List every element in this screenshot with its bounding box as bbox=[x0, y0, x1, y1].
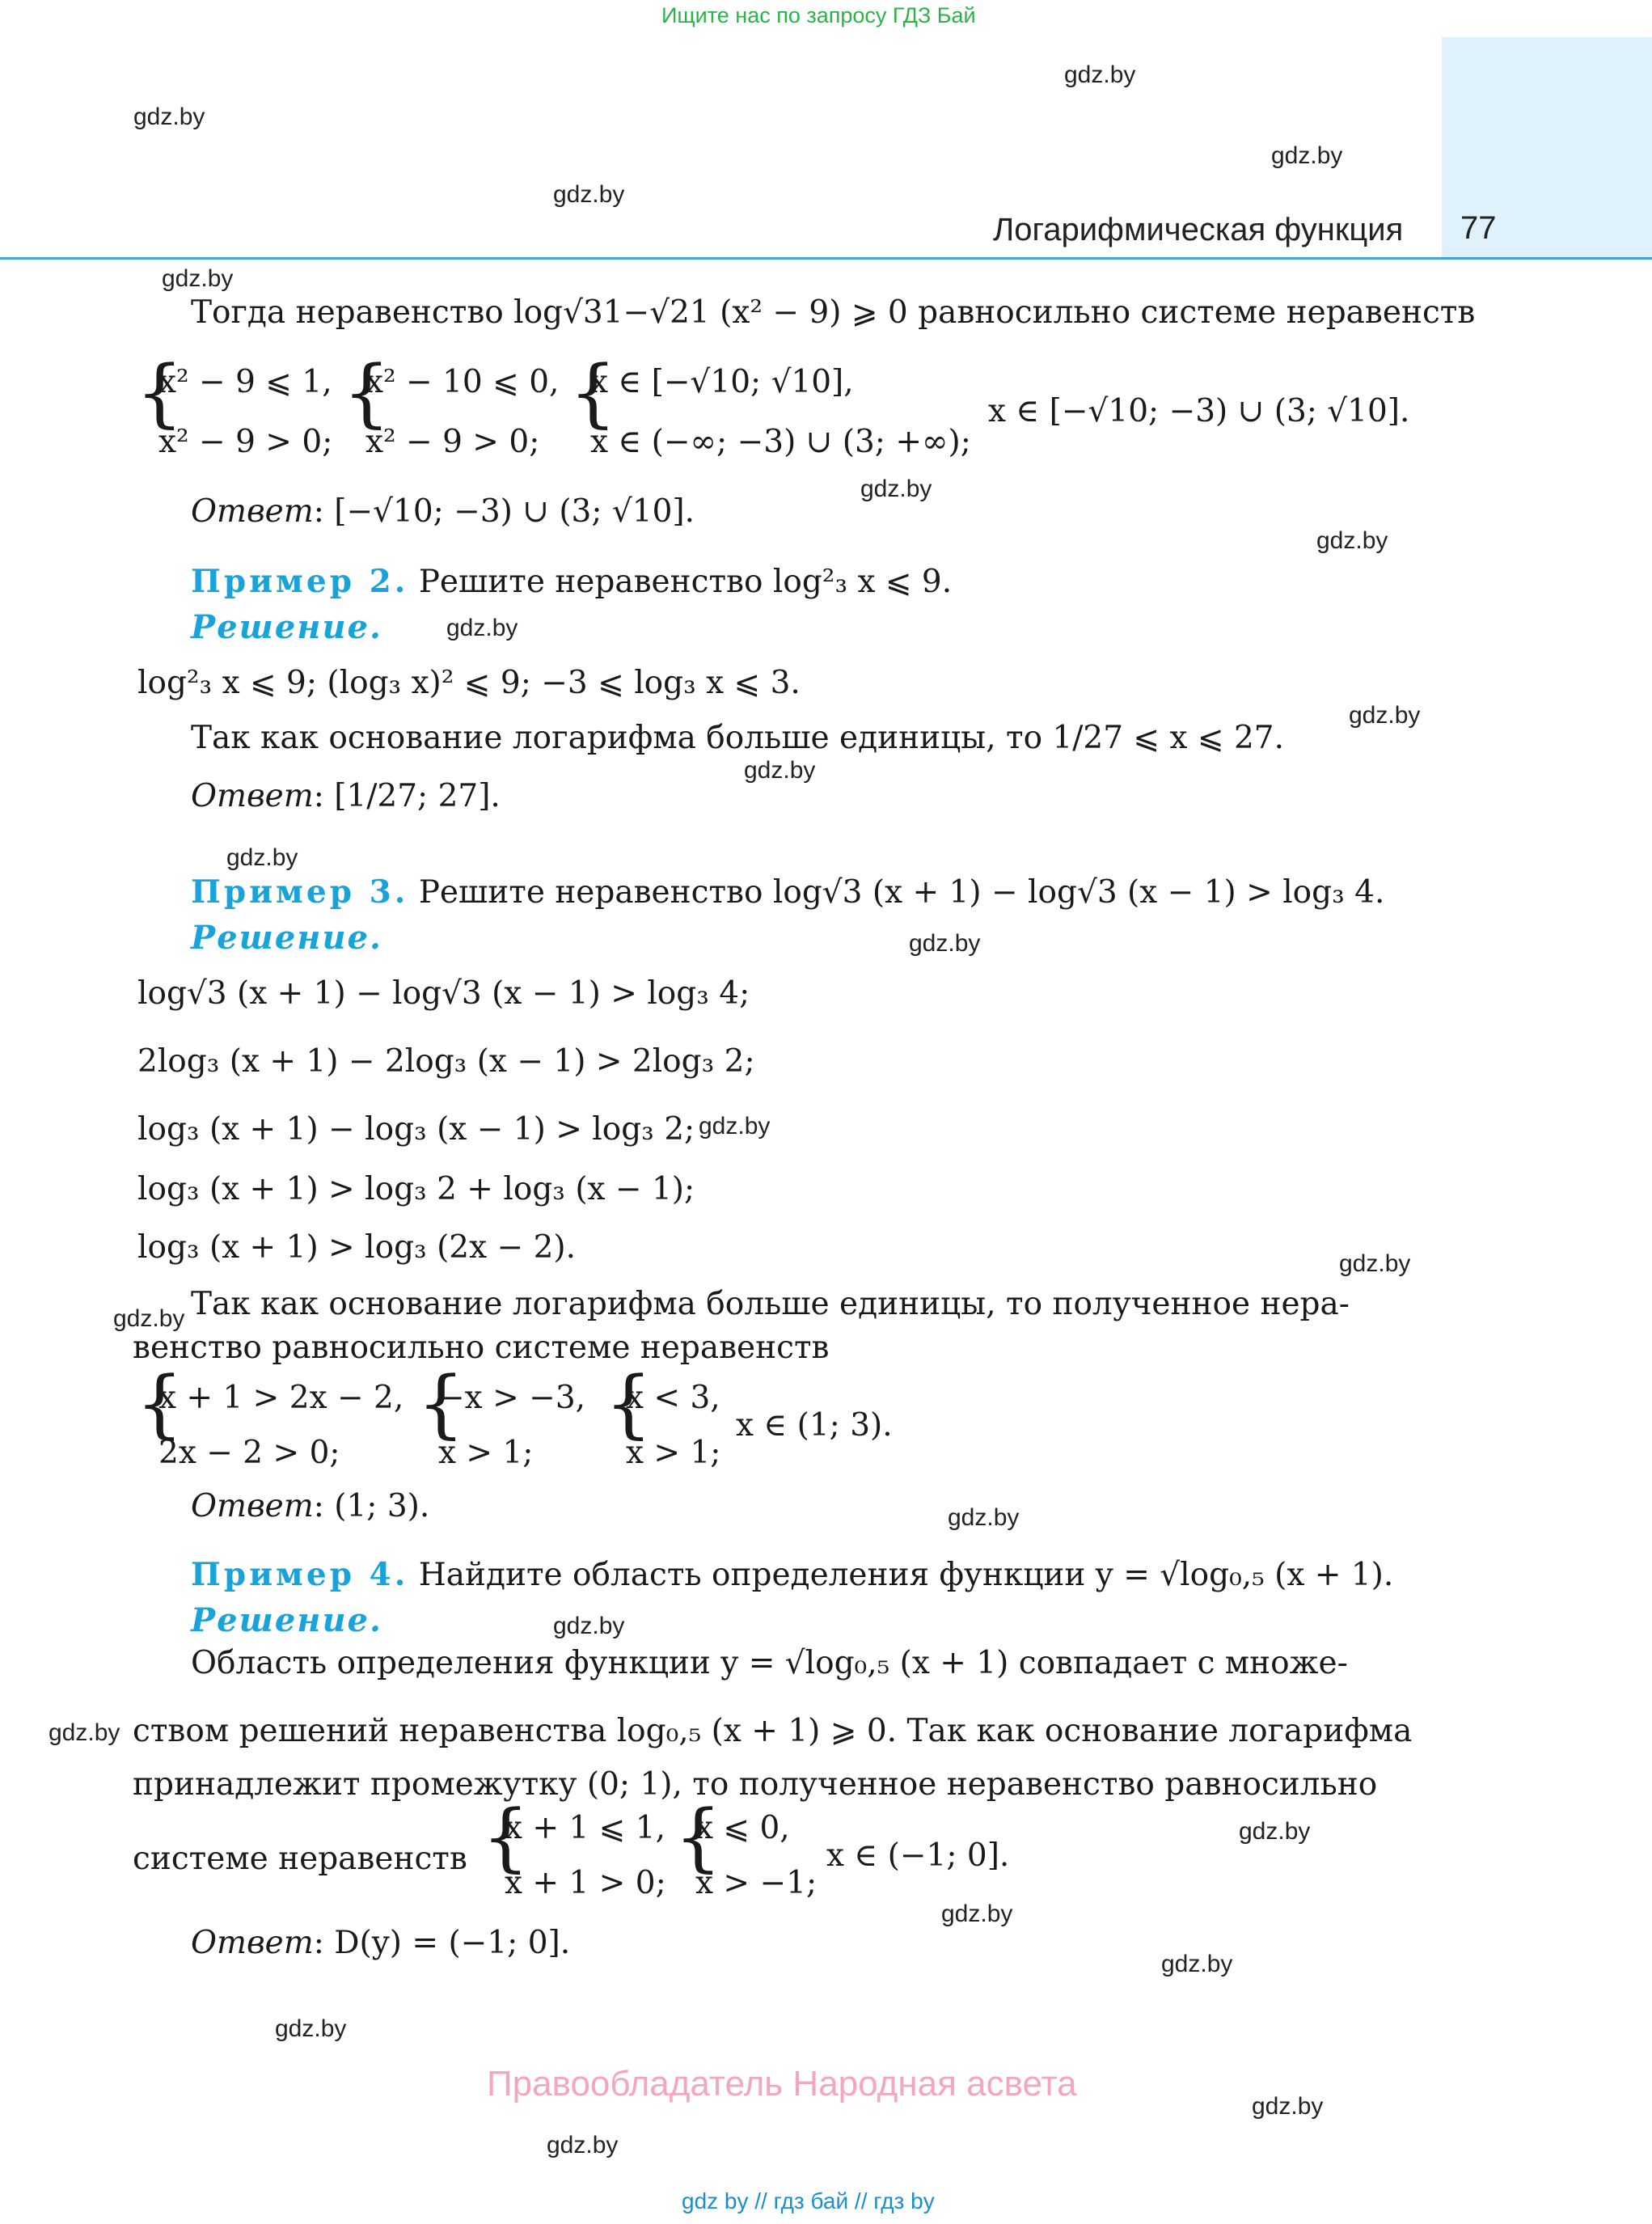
watermark: gdz.by bbox=[162, 265, 234, 292]
watermark: gdz.by bbox=[909, 930, 981, 957]
ex3-header bbox=[191, 873, 1384, 911]
ex1-answer bbox=[191, 493, 695, 530]
ex4-sys2-line2: x > −1; bbox=[695, 1865, 818, 1901]
ex3-text2: венство равносильно системе неравенств bbox=[133, 1330, 830, 1366]
ex1-sys3-line1: x ∈ [−√10; √10], bbox=[590, 364, 854, 400]
example-task: Решите неравенство log√3 (x + 1) − log√3 (x − 1) > log₃ 4. bbox=[418, 874, 1385, 911]
page-number: 77 bbox=[1460, 210, 1497, 246]
watermark: gdz.by bbox=[1161, 1951, 1233, 1977]
system-brace: { bbox=[674, 1794, 722, 1880]
solution-label: Решение. bbox=[191, 1601, 382, 1639]
watermark: gdz.by bbox=[744, 757, 816, 784]
ex1-sys3-line2: x ∈ (−∞; −3) ∪ (3; +∞); bbox=[590, 424, 971, 460]
watermark: gdz.by bbox=[1339, 1250, 1411, 1277]
system-brace: { bbox=[482, 1794, 530, 1880]
example-task: Решите неравенство log²₃ x ⩽ 9. bbox=[418, 564, 953, 600]
system-brace: { bbox=[136, 349, 184, 436]
ex3-sys2-line2: x > 1; bbox=[438, 1435, 534, 1471]
ex3-line4: log₃ (x + 1) > log₃ 2 + log₃ (x − 1); bbox=[137, 1171, 695, 1207]
ex3-line5: log₃ (x + 1) > log₃ (2x − 2). bbox=[137, 1229, 577, 1266]
ex1-result: x ∈ [−√10; −3) ∪ (3; √10]. bbox=[988, 393, 1410, 429]
watermark: gdz.by bbox=[553, 181, 625, 208]
watermark: gdz.by bbox=[1316, 527, 1388, 554]
ex2-header bbox=[191, 563, 952, 600]
watermark: gdz.by bbox=[941, 1901, 1013, 1927]
watermark: gdz.by bbox=[547, 2132, 619, 2158]
example-task: Найдите область определения функции y = √log₀,₅ (x + 1). bbox=[418, 1557, 1394, 1593]
ex3-answer bbox=[191, 1488, 429, 1524]
ex1-intro: Тогда неравенство log√31−√21 (x² − 9) ⩾ 0 равносильно системе неравенств bbox=[191, 294, 1476, 331]
ex3-sys3-line2: x > 1; bbox=[626, 1435, 721, 1471]
system-brace: { bbox=[343, 349, 391, 436]
ex1-sys1-line2: x² − 9 > 0; bbox=[158, 424, 333, 460]
answer-value: : D(y) = (−1; 0]. bbox=[313, 1925, 571, 1961]
ex4-sys1-line2: x + 1 > 0; bbox=[505, 1865, 666, 1901]
answer-label: Ответ bbox=[191, 493, 314, 530]
watermark: gdz.by bbox=[553, 1613, 625, 1639]
ex4-sys2-line1: x ⩽ 0, bbox=[695, 1810, 790, 1846]
ex3-line1: log√3 (x + 1) − log√3 (x − 1) > log₃ 4; bbox=[137, 975, 750, 1012]
solution-label: Решение. bbox=[191, 919, 382, 957]
top-banner[interactable]: Ищите нас по запросу ГДЗ Бай bbox=[661, 3, 976, 27]
ex4-result: x ∈ (−1; 0]. bbox=[826, 1837, 1010, 1874]
watermark: gdz.by bbox=[1064, 61, 1136, 88]
example-label: Пример 3. bbox=[191, 873, 409, 911]
watermark: gdz.by bbox=[226, 844, 298, 871]
running-head: Логарифмическая функция bbox=[993, 212, 1404, 247]
ex2-answer bbox=[191, 778, 501, 814]
system-brace: { bbox=[136, 1360, 184, 1447]
watermark: gdz.by bbox=[113, 1305, 185, 1332]
answer-value: : [−√10; −3) ∪ (3; √10]. bbox=[313, 493, 695, 530]
copyright-notice: Правообладатель Народная асвета bbox=[487, 2064, 1077, 2103]
watermark: gdz.by bbox=[1349, 702, 1421, 729]
system-brace: { bbox=[417, 1360, 465, 1447]
answer-label: Ответ bbox=[191, 1925, 314, 1961]
solution-label: Решение. bbox=[191, 608, 382, 646]
ex2-line2: Так как основание логарифма больше единицы, то 1/27 ⩽ x ⩽ 27. bbox=[191, 720, 1284, 756]
watermark: gdz.by bbox=[1239, 1818, 1311, 1845]
watermark: gdz.by bbox=[860, 476, 932, 502]
ex3-line3: log₃ (x + 1) − log₃ (x − 1) > log₃ 2; bbox=[137, 1111, 695, 1148]
answer-value: : [1/27; 27]. bbox=[313, 778, 501, 814]
ex1-sys1-line1: x² − 9 ⩽ 1, bbox=[158, 364, 332, 400]
answer-value: : (1; 3). bbox=[313, 1488, 430, 1524]
watermark: gdz.by bbox=[446, 615, 518, 641]
ex3-sys2-line1: −x > −3, bbox=[438, 1380, 586, 1416]
ex2-line1: log²₃ x ⩽ 9; (log₃ x)² ⩽ 9; −3 ⩽ log₃ x ⩽ 3. bbox=[137, 665, 801, 701]
answer-label: Ответ bbox=[191, 778, 314, 814]
ex4-text3: принадлежит промежутку (0; 1), то полученное неравенство равносильно bbox=[133, 1766, 1378, 1803]
ex3-text1: Так как основание логарифма больше единицы, то полученное нера- bbox=[191, 1286, 1350, 1322]
ex1-sys2-line2: x² − 9 > 0; bbox=[365, 424, 540, 460]
answer-label: Ответ bbox=[191, 1488, 314, 1524]
example-label: Пример 4. bbox=[191, 1556, 409, 1593]
ex4-text1: Область определения функции y = √log₀,₅ (x + 1) совпадает с множе- bbox=[191, 1645, 1348, 1681]
watermark: gdz.by bbox=[49, 1719, 120, 1746]
watermark: gdz.by bbox=[1252, 2093, 1324, 2120]
ex4-text4: системе неравенств bbox=[133, 1841, 467, 1877]
header-rule bbox=[0, 257, 1652, 260]
ex3-result: x ∈ (1; 3). bbox=[736, 1407, 893, 1444]
system-brace: { bbox=[605, 1360, 653, 1447]
ex4-text2: ством решений неравенства log₀,₅ (x + 1) ⩾ 0. Так как основание логарифма bbox=[133, 1713, 1413, 1749]
ex3-line2: 2log₃ (x + 1) − 2log₃ (x − 1) > 2log₃ 2; bbox=[137, 1043, 755, 1080]
ex4-sys1-line1: x + 1 ⩽ 1, bbox=[505, 1810, 665, 1846]
example-label: Пример 2. bbox=[191, 563, 409, 600]
ex4-header bbox=[191, 1556, 1393, 1593]
watermark: gdz.by bbox=[275, 2015, 347, 2042]
system-brace: { bbox=[569, 349, 617, 436]
ex3-sys3-line1: x < 3, bbox=[626, 1380, 720, 1416]
ex4-answer bbox=[191, 1925, 570, 1961]
ex1-sys2-line1: x² − 10 ⩽ 0, bbox=[365, 364, 560, 400]
ex3-sys1-line2: 2x − 2 > 0; bbox=[158, 1435, 340, 1471]
ex3-sys1-line1: x + 1 > 2x − 2, bbox=[158, 1380, 404, 1416]
watermark: gdz.by bbox=[1271, 142, 1343, 169]
watermark: gdz.by bbox=[699, 1113, 771, 1139]
watermark: gdz.by bbox=[948, 1504, 1020, 1531]
watermark: gdz.by bbox=[133, 104, 205, 130]
footer-links[interactable]: gdz by // гдз бай // гдз by bbox=[682, 2188, 935, 2213]
